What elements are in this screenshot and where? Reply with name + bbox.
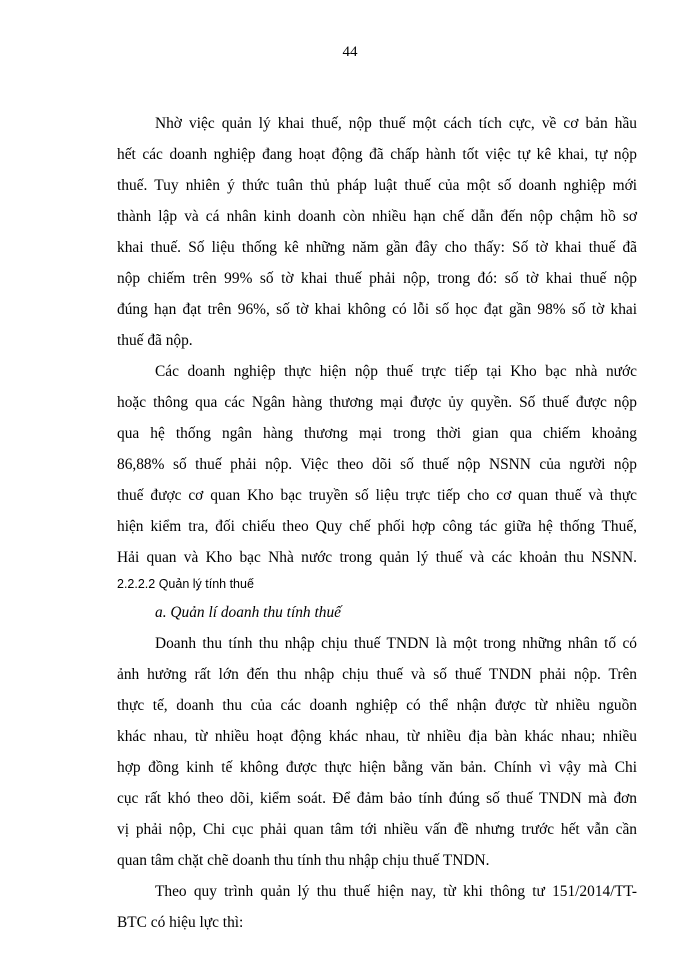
paragraph-line: hiện kiểm tra, đối chiếu theo Quy chế phối hợp công tác giữa hệ thống Thuế, [117, 518, 637, 535]
paragraph-line: thực tế, doanh thu của các doanh nghiệp có thể nhận được từ nhiều nguồn [117, 697, 637, 714]
paragraph-line: Các doanh nghiệp thực hiện nộp thuế trực tiếp tại Kho bạc nhà nước [155, 363, 637, 380]
subsection-heading: a. Quản lí doanh thu tính thuế [155, 604, 341, 621]
paragraph-line: Hải quan và Kho bạc Nhà nước trong quản lý thuế và các khoản thu NSNN. [117, 549, 637, 566]
paragraph-line: Doanh thu tính thu nhập chịu thuế TNDN là một trong những nhân tố có [155, 635, 637, 652]
paragraph-line: quan tâm chặt chẽ doanh thu tính thu nhập chịu thuế TNDN. [117, 852, 490, 869]
paragraph-line: thuế đã nộp. [117, 332, 193, 349]
paragraph-line: cục rất khó theo dõi, kiểm soát. Để đảm bảo tính đúng số thuế TNDN mà đơn [117, 790, 637, 807]
paragraph-line: nộp chiếm trên 99% số tờ khai thuế phải nộp, trong đó: số tờ khai thuế nộp [117, 270, 637, 287]
paragraph-line: khai thuế. Số liệu thống kê những năm gần đây cho thấy: Số tờ khai thuế đã [117, 239, 637, 256]
paragraph-line: Nhờ việc quản lý khai thuế, nộp thuế một cách tích cực, về cơ bản hầu [155, 115, 637, 132]
paragraph-line: thuế. Tuy nhiên ý thức tuân thủ pháp luật thuế của một số doanh nghiệp mới [117, 177, 637, 194]
paragraph-line: hợp đồng kinh tế không được thực hiện bằng văn bản. Chính vì vậy mà Chi [117, 759, 637, 776]
paragraph-line: Theo quy trình quản lý thu thuế hiện nay, từ khi thông tư 151/2014/TT- [155, 883, 637, 900]
paragraph-line: vị phải nộp, Chi cục phải quan tâm tới nhiều vấn đề nhưng trước hết vẫn cần [117, 821, 637, 838]
section-heading: 2.2.2.2 Quản lý tính thuế [117, 577, 254, 591]
paragraph-line: ảnh hưởng rất lớn đến thu nhập chịu thuế và số thuế TNDN phải nộp. Trên [117, 666, 637, 683]
paragraph-line: 86,88% số thuế phải nộp. Việc theo dõi số thuế nộp NSNN của người nộp [117, 456, 637, 473]
paragraph-line: BTC có hiệu lực thì: [117, 914, 244, 931]
paragraph-line: qua hệ thống ngân hàng thương mại trong thời gian qua chiếm khoảng [117, 425, 637, 442]
paragraph-line: thuế được cơ quan Kho bạc truyền số liệu trực tiếp cho cơ quan thuế và thực [117, 487, 637, 504]
paragraph-line: hoặc thông qua các Ngân hàng thương mại được ủy quyền. Số thuế được nộp [117, 394, 637, 411]
page-number: 44 [342, 44, 358, 60]
paragraph-line: thành lập và cá nhân kinh doanh còn nhiều hạn chế dẫn đến nộp chậm hồ sơ [117, 208, 637, 225]
paragraph-line: hết các doanh nghiệp đang hoạt động đã chấp hành tốt việc tự kê khai, tự nộp [117, 146, 637, 163]
paragraph-line: khác nhau, từ nhiều hoạt động khác nhau, từ nhiều địa bàn khác nhau; nhiều [117, 728, 637, 745]
paragraph-line: đúng hạn đạt trên 96%, số tờ khai không có lỗi số học đạt gần 98% số tờ khai [117, 301, 637, 318]
